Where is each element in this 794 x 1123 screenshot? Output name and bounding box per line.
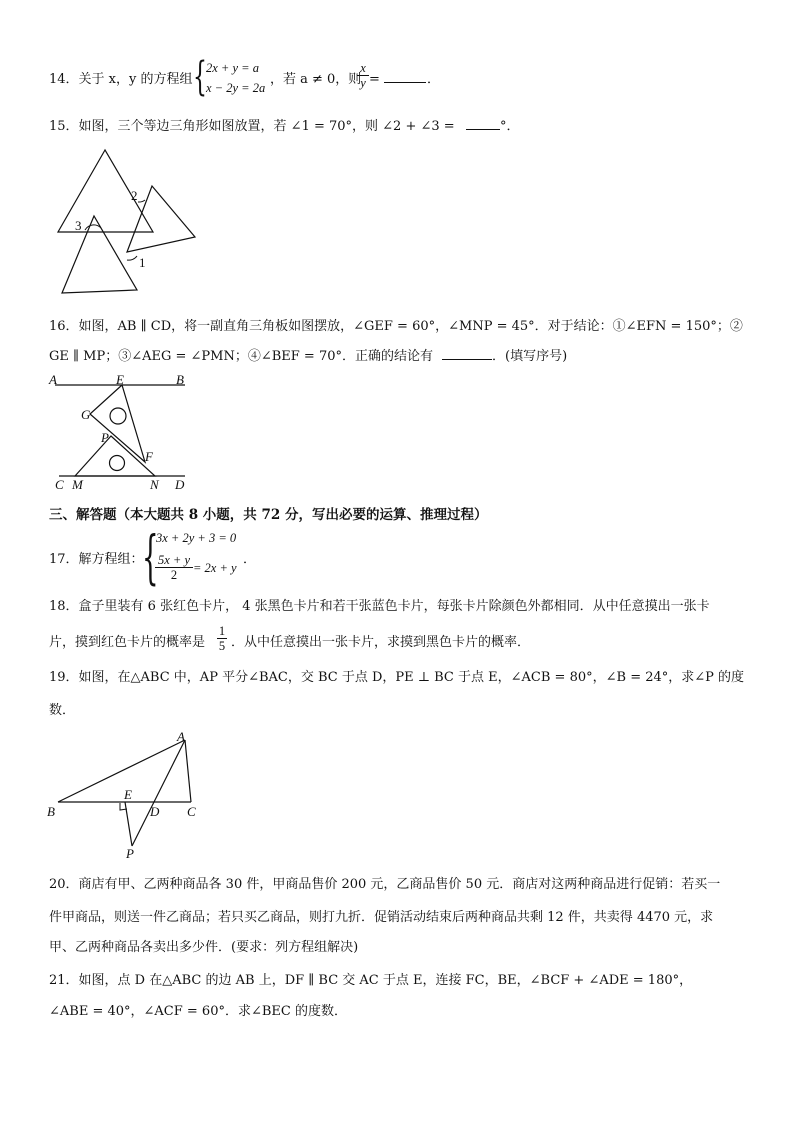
q19-line-pe [125,802,132,846]
q16-figure [45,372,195,490]
q15-triangle-bottom [62,216,137,293]
q19-label-a: A [177,729,185,744]
q15-answer-blank[interactable] [466,118,500,136]
q16-circle-lower [110,456,125,471]
q14-eq1: 2x + y = a [206,61,259,75]
q21-line1: 21．如图，点 D 在△ABC 的边 AB 上，DF ∥ BC 交 AC 于点 E，连接 FC，BE，∠BCF + ∠ADE = 180°， [49,973,693,988]
q18-line2b: ．从中任意摸出一张卡片，求摸到黑色卡片的概率． [231,635,531,650]
q14-system [206,58,265,98]
q15-label-1: 1 [139,255,146,270]
q14-brace: { [193,54,207,100]
q19-figure [44,730,209,860]
q14-mid: ，若 a ≠ 0，则 [270,72,362,87]
q18-fraction [217,624,227,653]
section-3-heading: 三、解答题（本大题共 8 小题，共 72 分，写出必要的运算、推理过程） [49,507,488,523]
q19-line-ap [132,740,185,846]
q15-angle2-arc [138,200,145,202]
q19-side-ac [185,740,191,802]
q19-line2: 数． [49,703,76,718]
q19-label-d: D [150,804,160,819]
q14-end: ． [427,72,441,87]
q18-line2a: 片，摸到红色卡片的概率是 [49,635,206,650]
q17-eq2-den: 2 [155,567,193,582]
q19-line1: 19．如图，在△ABC 中，AP 平分∠BAC，交 BC 于点 D，PE ⊥ BC 于点 E，∠ACB = 80°，∠B = 24°，求∠P 的度 [49,670,745,685]
q14-eq2: x − 2y = 2a [206,81,266,95]
q16-line2b: ．(填写序号) [492,349,568,364]
q20-line2: 件甲商品，则送一件乙商品；若只买乙商品，则打九折．促销活动结束后两种商品共剩 12 件，共卖得 4470 元，求 [49,910,714,925]
q14-answer-blank[interactable] [384,71,426,89]
q15-text: 15．如图，三个等边三角形如图放置，若 ∠1 = 70°，则 ∠2 + ∠3 = [49,119,455,134]
q14-frac-num: x [360,61,366,75]
q14-eq-sign: = [369,72,380,87]
q16-label-p: P [101,430,109,445]
q15-angle3-arc [85,225,101,230]
q17-end: ． [243,552,257,567]
q16-label-c: C [55,477,64,492]
q17-brace: { [142,523,159,591]
q14-frac-den: y [357,75,369,90]
q16-line2a: GE ∥ MP；③∠AEG = ∠PMN；④∠BEF = 70°．正确的结论有 [49,349,433,364]
q19-label-p: P [126,846,134,861]
q14-fraction [357,61,369,90]
q17-eq2-rhs: = 2x + y [193,561,237,575]
q16-label-a: A [49,372,57,387]
q16-circle-upper [110,408,126,424]
q16-line1: 16．如图，AB ∥ CD，将一副直角三角板如图摆放，∠GEF = 60°，∠MNP = 45°．对于结论：①∠EFN = 150°；② [49,319,743,334]
q17-eq1: 3x + 2y + 3 = 0 [156,531,237,545]
q15-label-2: 2 [131,188,138,203]
q16-label-d: D [175,477,185,492]
q21-line2: ∠ABE = 40°，∠ACF = 60°．求∠BEC 的度数． [49,1004,347,1019]
q16-answer-blank[interactable] [442,348,492,366]
q15-label-3: 3 [75,218,82,233]
q15-end: °． [500,119,520,134]
q18-frac-num: 1 [218,624,226,638]
q19-side-ba [58,740,185,802]
q15-figure [55,150,205,295]
q19-label-e: E [124,787,132,802]
q17-eq2-fraction [155,553,193,582]
q16-label-b: B [176,372,184,387]
q18-line1: 18．盒子里装有 6 张红色卡片， 4 张黑色卡片和若干张蓝色卡片，每张卡片除颜色外都相同．从中任意摸出一张卡 [49,599,710,614]
q18-frac-den: 5 [218,639,226,653]
q16-label-f: F [145,449,153,464]
q16-label-m: M [72,477,83,492]
q17-prefix: 17．解方程组： [49,552,144,567]
q17-eq2-num: 5x + y [157,553,191,567]
q16-label-g: G [81,407,91,422]
q19-label-c: C [187,804,196,819]
q16-label-n: N [150,477,159,492]
q15-angle1-arc [127,256,137,260]
q20-line1: 20．商店有甲、乙两种商品各 30 件，甲商品售价 200 元，乙商品售价 50 元．商店对这两种商品进行促销：若买一 [49,877,721,892]
q16-label-e: E [116,372,124,387]
q14-prefix: 14．关于 x，y 的方程组 [49,72,193,87]
q20-line3: 甲、乙两种商品各卖出多少件．(要求：列方程组解决) [49,940,359,955]
q19-label-b: B [47,804,55,819]
